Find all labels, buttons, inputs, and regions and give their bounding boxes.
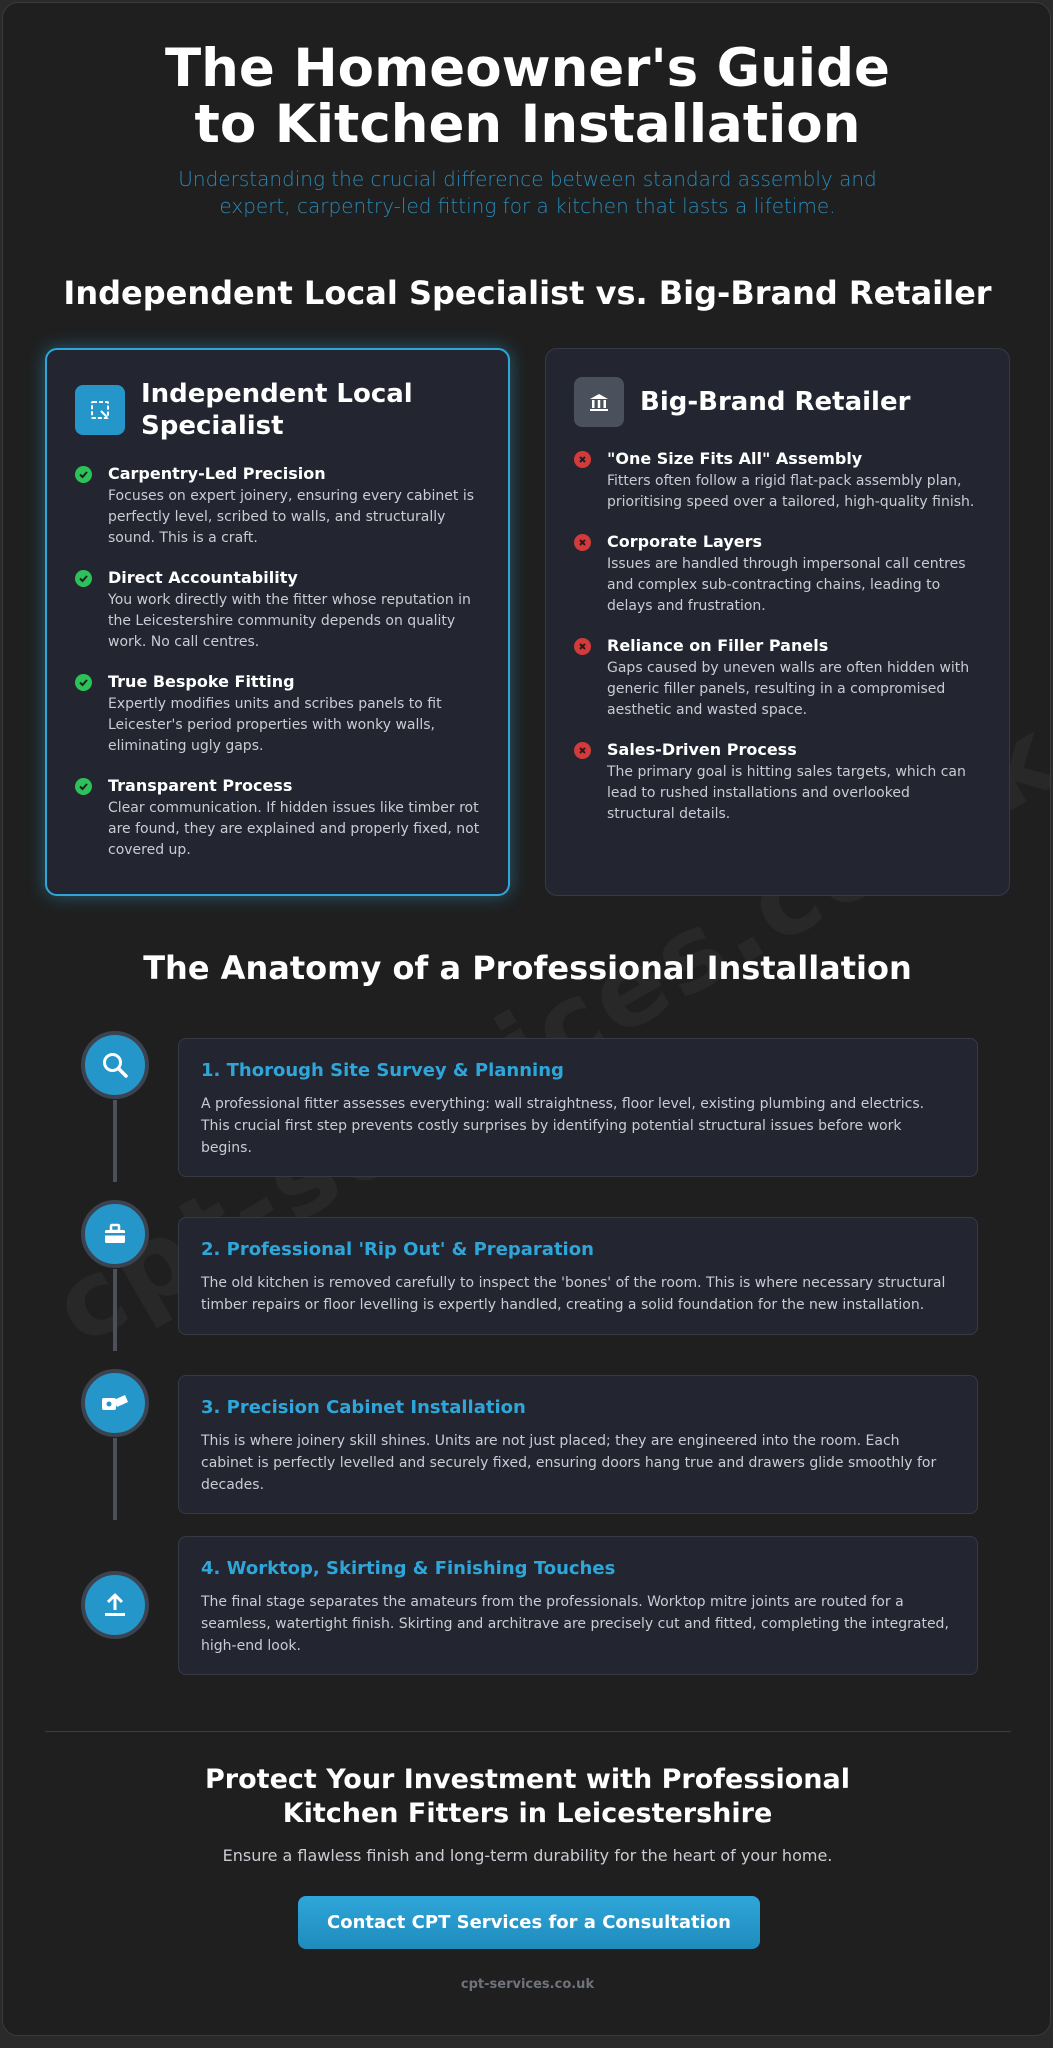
step-card xyxy=(178,1217,978,1335)
specialist-feature xyxy=(75,672,480,757)
retailer-card-title: Big-Brand Retailer xyxy=(640,387,911,417)
feature-text: Gaps caused by uneven walls are often hidden with generic filler panels, resulting in a compromised aesthetic and wasted space. xyxy=(607,660,970,718)
specialist-feature-list xyxy=(75,464,480,861)
feature-title: Corporate Layers xyxy=(607,532,763,551)
cross-icon xyxy=(574,451,591,468)
step-title: 1. Thorough Site Survey & Planning xyxy=(201,1060,564,1081)
retailer-feature xyxy=(574,636,981,721)
timeline-connector xyxy=(113,1100,117,1182)
upload-arrow-icon xyxy=(81,1571,149,1639)
search-icon xyxy=(81,1031,149,1099)
step-card xyxy=(178,1038,978,1177)
specialist-card-title: Independent Local Specialist xyxy=(141,379,413,441)
feature-title: Sales-Driven Process xyxy=(607,740,797,759)
cross-icon xyxy=(574,638,591,655)
feature-text: Expertly modifies units and scribes panels to fit Leicester's period properties with wonky walls, eliminating ugly gaps. xyxy=(108,696,442,754)
footer-domain: cpt-services.co.uk xyxy=(460,1977,595,1992)
infographic-page xyxy=(2,2,1051,2036)
retailer-feature xyxy=(574,740,981,825)
specialist-card-header xyxy=(75,378,480,442)
feature-title: Transparent Process xyxy=(108,776,293,795)
contact-consultation-button[interactable]: Contact CPT Services for a Consultation xyxy=(298,1896,760,1949)
step-card xyxy=(178,1375,978,1514)
anatomy-heading: The Anatomy of a Professional Installation xyxy=(143,949,912,987)
retailer-feature xyxy=(574,532,981,617)
feature-text: The primary goal is hitting sales targets, which can lead to rushed installations and overlooked structural details. xyxy=(607,764,966,822)
retailer-feature-list xyxy=(574,449,981,825)
retailer-card-header xyxy=(574,377,981,427)
toolbox-icon xyxy=(81,1200,149,1268)
cta-text: Ensure a flawless finish and long-term durability for the heart of your home. xyxy=(222,1846,833,1865)
feature-title: "One Size Fits All" Assembly xyxy=(607,449,863,468)
step-title: 2. Professional 'Rip Out' & Preparation xyxy=(201,1239,594,1260)
feature-text: Clear communication. If hidden issues like timber rot are found, they are explained and properly fixed, not covered up. xyxy=(108,800,480,858)
tape-measure-icon xyxy=(81,1369,149,1437)
step-text: A professional fitter assesses everything: wall straightness, floor level, existing plumbing and electrics. This crucial first step prevents costly surprises by identifying potential structural issues before work begins. xyxy=(201,1096,925,1156)
comparison-heading: Independent Local Specialist vs. Big-Brand Retailer xyxy=(63,274,992,312)
step-title: 4. Worktop, Skirting & Finishing Touches xyxy=(201,1558,616,1579)
feature-text: Issues are handled through impersonal call centres and complex sub-contracting chains, leading to delays and frustration. xyxy=(607,556,966,614)
check-icon xyxy=(75,674,92,691)
retailer-feature xyxy=(574,449,981,513)
retailer-card xyxy=(545,348,1010,896)
check-icon xyxy=(75,466,92,483)
step-text: The old kitchen is removed carefully to inspect the 'bones' of the room. This is where necessary structural timber repairs or floor levelling is expertly handled, creating a solid foundation for the new installation. xyxy=(201,1275,946,1313)
blueprint-icon xyxy=(75,385,125,435)
feature-title: Direct Accountability xyxy=(108,568,298,587)
specialist-feature xyxy=(75,464,480,549)
feature-text: Focuses on expert joinery, ensuring every cabinet is perfectly level, scribed to walls, and structurally sound. This is a craft. xyxy=(108,488,475,546)
step-text: The final stage separates the amateurs from the professionals. Worktop mitre joints are routed for a seamless, watertight finish. Skirting and architrave are precisely cut and fitted, completing the integrated, high-end look. xyxy=(201,1594,949,1654)
feature-title: True Bespoke Fitting xyxy=(108,672,295,691)
bank-icon xyxy=(574,377,624,427)
page-subtitle: Understanding the crucial difference between standard assembly and expert, carpentry-led fitting for a kitchen that lasts a lifetime. xyxy=(178,167,877,218)
feature-title: Carpentry-Led Precision xyxy=(108,464,326,483)
feature-title: Reliance on Filler Panels xyxy=(607,636,829,655)
timeline-connector xyxy=(113,1438,117,1520)
feature-text: You work directly with the fitter whose reputation in the Leicestershire community depends on quality work. No call centres. xyxy=(108,592,471,650)
cta-title: Protect Your Investment with Professional Kitchen Fitters in Leicestershire xyxy=(205,1764,850,1829)
specialist-card xyxy=(45,348,510,896)
feature-text: Fitters often follow a rigid flat-pack assembly plan, prioritising speed over a tailored, high-quality finish. xyxy=(607,473,975,510)
page-title: The Homeowner's Guide to Kitchen Installation xyxy=(165,38,890,155)
step-title: 3. Precision Cabinet Installation xyxy=(201,1397,526,1418)
step-text: This is where joinery skill shines. Units are not just placed; they are engineered into the room. Each cabinet is perfectly levelled and securely fixed, ensuring doors hang true and drawers glide smoothly for decades. xyxy=(201,1433,937,1493)
timeline-connector xyxy=(113,1269,117,1351)
cross-icon xyxy=(574,742,591,759)
specialist-feature xyxy=(75,776,480,861)
step-card xyxy=(178,1536,978,1675)
section-divider xyxy=(45,1731,1011,1732)
check-icon xyxy=(75,570,92,587)
check-icon xyxy=(75,778,92,795)
cross-icon xyxy=(574,534,591,551)
specialist-feature xyxy=(75,568,480,653)
